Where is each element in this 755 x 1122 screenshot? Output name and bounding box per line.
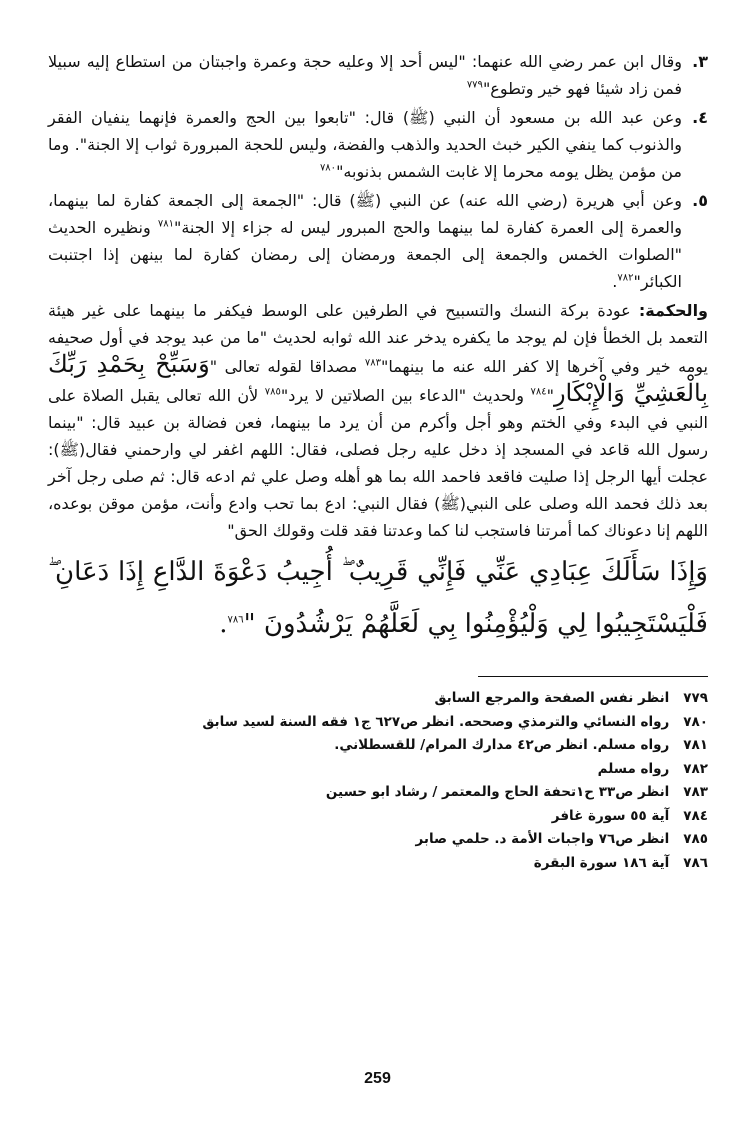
list-item-3 (48, 48, 708, 102)
footnote-number: ٧٨٤ (683, 807, 708, 824)
item-number: ٥. (692, 191, 708, 210)
book-page (48, 48, 708, 1108)
hikma-paragraph (48, 297, 708, 544)
item-text-continued: ونظيره الحديث "الصلوات الخمس والجمعة إلى الجمعة ورمضان إلى رمضان كفارة لما بينهن إذا اجتنبت الكبائر" (48, 218, 682, 291)
item-text: وعن أبي هريرة (رضي الله عنه) عن النبي (ﷺ) قال: "الجمعة إلى الجمعة كفارة لما بينهما، والعمرة إلى العمرة كفارة لما بينهما والحج المبرور ليس له جزاء إلا الجنة" (48, 191, 683, 237)
page-number: 259 (364, 1070, 391, 1087)
quran-verse-baqara: وَإِذَا سَأَلَكَ عِبَادِي عَنِّي فَإِنِّي قَرِيبٌ ۖ أُجِيبُ دَعْوَةَ الدَّاعِ إِذَا دَعَانِ ۖ فَلْيَسْتَجِيبُوا لِي وَلْيُؤْمِنُوا بِي لَعَلَّهُمْ يَرْشُدُونَ (48, 557, 708, 639)
footnote-786 (48, 852, 708, 876)
quote-mark: " (243, 609, 264, 639)
footnote-ref-782[interactable]: ٧٨٢ (617, 272, 634, 284)
footnote-781 (48, 734, 708, 758)
footnote-text: آية ١٨٦ سورة البقرة (533, 854, 670, 871)
footnote-784 (48, 805, 708, 829)
footnote-text: انظر ص٧٦ واجبات الأمة د. حلمي صابر (415, 831, 670, 847)
footnote-ref-785[interactable]: ٧٨٥ (264, 386, 281, 398)
footnote-text: انظر ص٣٣ ح١تحفة الحاج والمعتمر / رشاد ابو حسين (325, 784, 670, 800)
footnote-783 (48, 781, 708, 805)
hikma-text-5: لأن الله تعالى يقبل الصلاة على النبي في البدء وفي الختم وهو أجل وأكرم من أن يرد ما بينهما، فعن فضالة بن عبيد قال: "بينما رسول الله قاعد في المسجد إذ دخل عليه رجل فصلى، فقال: اللهم اغفر لي وارحمني فقال(ﷺ): عجلت أيها الرجل إذا صليت فاقعد فاحمد الله بما هو أهله وصل علي ثم ادعه قال: ثم صلى رجل آخر بعد ذلك فحمد الله وصلى على النبي(ﷺ) فقال النبي: ادع بما تحب وادع وأنت، مؤمن موقن بوعده، اللهم إنا دعوناك كما أمرتنا فاستجب لنا كما وعدتنا فقد قلت وقولك الحق" (48, 386, 708, 540)
item-number: ٣. (692, 52, 708, 71)
footnote-text: رواه مسلم. انظر ص٤٢ مدارك المرام/ للقسطلاني. (334, 737, 670, 753)
hikma-text-4: ولحديث "الدعاء بين الصلاتين لا يرد" (280, 386, 531, 405)
item-text: وقال ابن عمر رضي الله عنهما: "ليس أحد إلا وعليه حجة وعمرة واجبتان من استطاع إليه سبيلا فمن زاد شيئا فهو خير وتطوع" (48, 52, 682, 98)
footnote-number: ٧٨٢ (683, 760, 708, 777)
footnote-ref-780[interactable]: ٧٨٠ (319, 162, 337, 174)
final-period: . (219, 609, 228, 639)
footnote-number: ٧٨٦ (683, 854, 708, 871)
footnote-ref-783[interactable]: ٧٨٣ (364, 357, 382, 369)
footnote-ref-786[interactable]: ٧٨٦ (227, 614, 244, 626)
footnote-ref-779[interactable]: ٧٧٩ (466, 79, 483, 91)
list-item-4 (48, 104, 708, 185)
quran-verse-ghafir: وَسَبِّحْ بِحَمْدِ رَبِّكَ بِالْعَشِيِّ وَالْإِبْكَارِ (48, 350, 709, 407)
quote-mark: " (546, 386, 554, 405)
footnote-780 (48, 711, 708, 735)
footnote-text: رواه مسلم (597, 760, 670, 777)
footnote-number: ٧٨١ (683, 737, 708, 753)
footnote-number: ٧٨٥ (683, 831, 708, 847)
hikma-text-1: عودة بركة النسك والتسبيح في الطرفين على الوسط فيكفر ما بينهما على غير هيئة التعمد بل الخطأ فإن لم يوجد ما يكفره يدخر عند الله ثوابه لحديث "ما من عبد يوجد في أول صحيفه يومه خير وفي آخرها إلا كفر الله عنه ما بينهما" (48, 301, 709, 376)
quran-verse-baqara-block (48, 546, 708, 650)
footnote-779 (48, 687, 708, 711)
footnote-number: ٧٨٣ (683, 784, 708, 800)
footnote-782 (48, 758, 708, 782)
hikma-text-2: مصداقا لقوله تعالى " (209, 357, 358, 376)
hikma-term: والحكمة: (638, 301, 708, 320)
list-item-5: ٥. وعن أبي هريرة (رضي الله عنه) عن النبي (ﷺ) قال: "الجمعة إلى الجمعة كفارة لما بينهما، والعمرة إلى العمرة كفارة لما بينهما والحج المبرور ليس له جزاء إلا الجنة"$^{٧٨١}$ ونظيره الحديث "الصلوات الخمس والجمعة إلى الجمعة ورمضان إلى رمضان كفارة لما بينهن إذا اجتنبت الكبائر"$^{٧٨٢}$. (48, 187, 708, 295)
footnote-text: انظر نفس الصفحة والمرجع السابق (434, 690, 670, 706)
footnote-ref-784[interactable]: ٧٨٤ (530, 386, 547, 398)
footnote-785 (48, 828, 708, 852)
footnote-text: رواه النسائي والترمذي وصححه. انظر ص٦٢٧ ج١ فقه السنة لسيد سابق (202, 713, 670, 730)
footnote-number: ٧٨٠ (683, 713, 708, 730)
footnote-separator (478, 676, 708, 677)
footnote-ref-781[interactable]: ٧٨١ (157, 218, 174, 230)
footnotes (48, 687, 708, 875)
item-text: وعن عبد الله بن مسعود أن النبي (ﷺ) قال: "تابعوا بين الحج والعمرة فإنهما ينفيان الفقر والذنوب كما ينفي الكير خبث الحديد والذهب والفضة، وليس للحجة المبرورة ثواب إلا الجنة". وما من مؤمن يظل يومه محرما إلا غابت الشمس بذنوبه" (48, 108, 682, 181)
footnote-number: ٧٧٩ (683, 690, 708, 706)
footnote-text: آية ٥٥ سورة غافر (551, 807, 670, 824)
item-number: ٤. (692, 108, 708, 127)
